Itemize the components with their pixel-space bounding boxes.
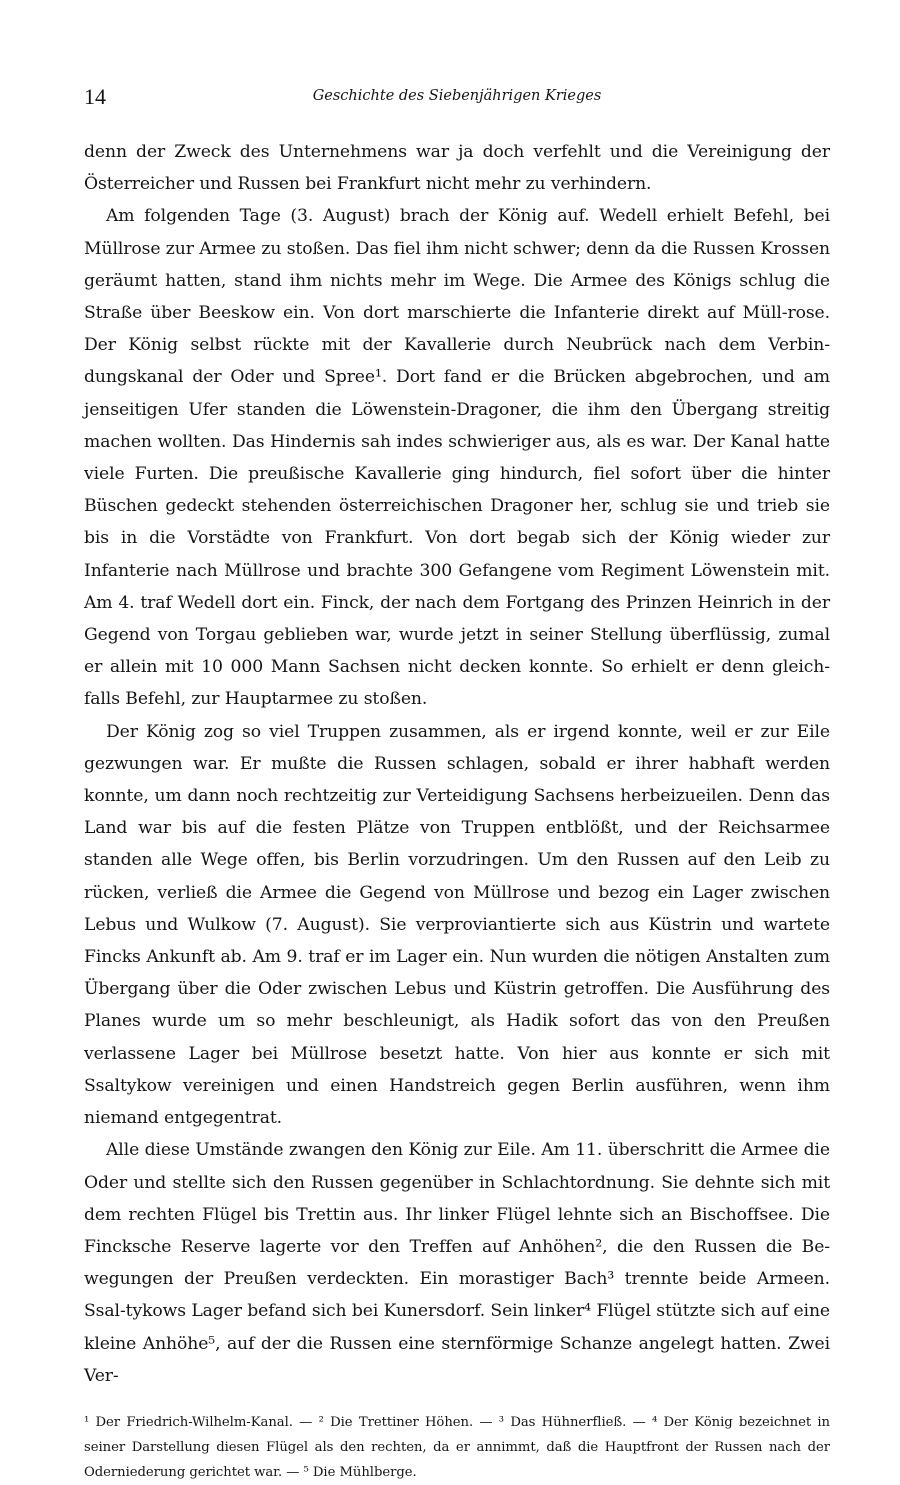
page-number: 14 [84,84,106,109]
paragraph-march-to-muellrose: Am folgenden Tage (3. August) brach der König auf. Wedell erhielt Befehl, bei Müllrose zur Armee zu stoßen. Das fiel ihm nicht schwer; denn da die Russen Krossen geräumt hatten, stand ihm nichts mehr im Wege. Die Armee des Königs schlug die Straße über Beeskow ein. Von dort marschierte die Infanterie direkt auf Müll-rose. Der König selbst rückte mit der Kavallerie durch Neubrück nach dem Verbin-dungskanal der Oder und Spree¹. Dort fand er die Brücken abgebrochen, und am jenseitigen Ufer standen die Löwenstein-Dragoner, die ihm den Übergang streitig machen wollten. Das Hindernis sah indes schwieriger aus, als es war. Der Kanal hatte viele Furten. Die preußische Kavallerie ging hindurch, fiel sofort über die hinter Büschen gedeckt stehenden österreichischen Dragoner her, schlug sie und trieb sie bis in die Vorstädte von Frankfurt. Von dort begab sich der König wieder zur Infanterie nach Müllrose und brachte 300 Gefangene vom Regiment Löwenstein mit. Am 4. traf Wedell dort ein. Finck, der nach dem Fortgang des Prinzen Heinrich in der Gegend von Torgau geblieben war, wurde jetzt in seiner Stellung überflüssig, zumal er allein mit 10 000 Mann Sachsen nicht decken konnte. So erhielt er denn gleich-falls Befehl, zur Hauptarmee zu stoßen. [84,206,830,710]
body-text [84,136,830,1392]
page-header [84,78,830,118]
paragraph-continuation: denn der Zweck des Unternehmens war ja doch verfehlt und die Vereinigung der Österreicher und Russen bei Frankfurt nicht mehr zu verhindern. [84,142,830,195]
paragraph-crossing-oder: Alle diese Umstände zwangen den König zur Eile. Am 11. überschritt die Armee die Oder und stellte sich den Russen gegenüber in Schlachtordnung. Sie dehnte sich mit dem rechten Flügel bis Trettin aus. Ihr linker Flügel lehnte sich an Bischoffsee. Die Fincksche Reserve lagerte vor den Treffen auf Anhöhen², die den Russen die Be-wegungen der Preußen verdeckten. Ein morastiger Bach³ trennte beide Armeen. Ssal-tykows Lager befand sich bei Kunersdorf. Sein linker⁴ Flügel stützte sich auf eine kleine Anhöhe⁵, auf der die Russen eine sternförmige Schanze angelegt hatten. Zwei Ver- [84,1140,830,1386]
running-title: Geschichte des Siebenjährigen Krieges [312,88,602,104]
book-page [84,78,830,1485]
footnotes: ¹ Der Friedrich-Wilhelm-Kanal. — ² Die Trettiner Höhen. — ³ Das Hühnerfließ. — ⁴ Der König bezeichnet in seiner Darstellung diesen Flügel als den rechten, da er annimmt, daß die Hauptfront der Russen nach der Oderniederung gerichtet war. — ⁵ Die Mühlberge. [84,1414,830,1480]
paragraph-gathering-troops: Der König zog so viel Truppen zusammen, als er irgend konnte, weil er zur Eile gezwungen war. Er mußte die Russen schlagen, sobald er ihrer habhaft werden konnte, um dann noch rechtzeitig zur Verteidigung Sachsens herbeizueilen. Denn das Land war bis auf die festen Plätze von Truppen entblößt, und der Reichsarmee standen alle Wege offen, bis Berlin vorzudringen. Um den Russen auf den Leib zu rücken, verließ die Armee die Gegend von Müllrose und bezog ein Lager zwischen Lebus und Wulkow (7. August). Sie verproviantierte sich aus Küstrin und wartete Fincks Ankunft ab. Am 9. traf er im Lager ein. Nun wurden die nötigen Anstalten zum Übergang über die Oder zwischen Lebus und Küstrin getroffen. Die Ausführung des Planes wurde um so mehr beschleunigt, als Hadik sofort das von den Preußen verlassene Lager bei Müllrose besetzt hatte. Von hier aus konnte er sich mit Ssaltykow vereinigen und einen Handstreich gegen Berlin ausführen, wenn ihm niemand entgegentrat. [84,721,830,1129]
